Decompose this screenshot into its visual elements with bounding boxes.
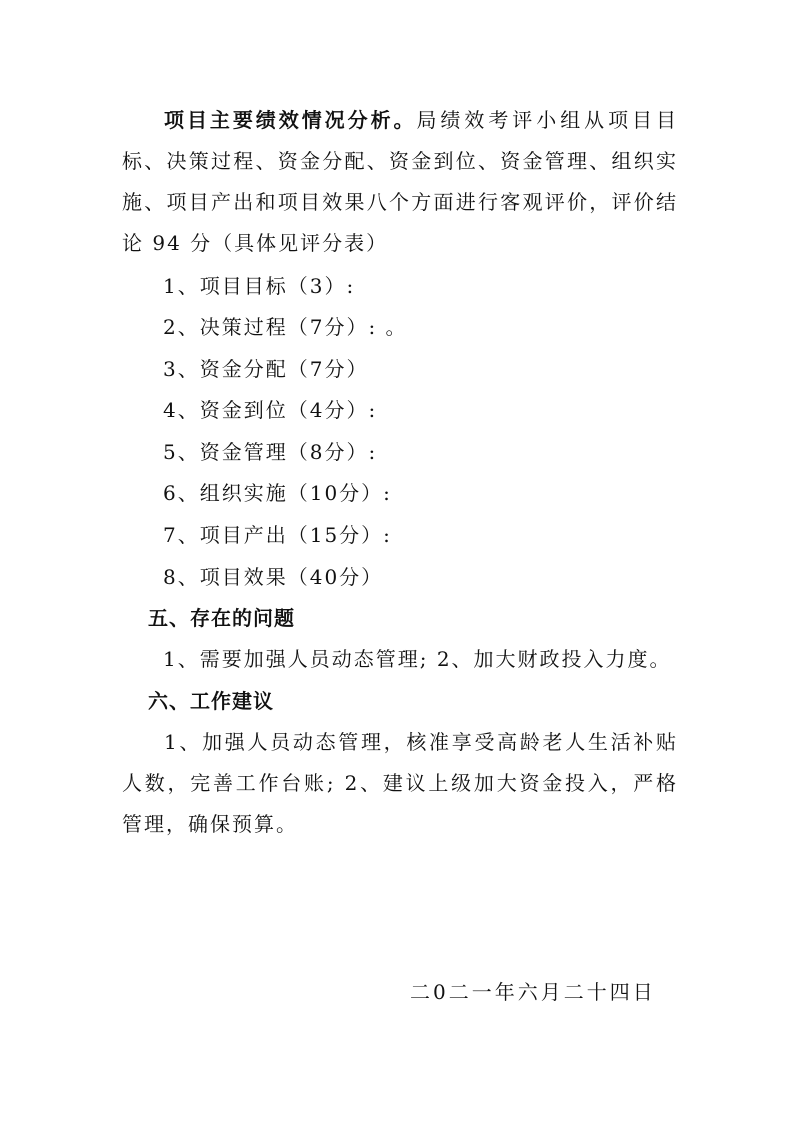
analysis-body: 局绩效考评小组从项目目标、决策过程、资金分配、资金到位、资金管理、组织实施、项目产出和项目效果八个方面进行客观评价，评价结论 94 分（具体见评分表） [122,108,679,255]
score-item-3: 3、资金分配（7分） [163,357,369,381]
section-5-body: 1、需要加强人员动态管理; 2、加大财政投入力度。 [163,647,672,671]
score-item-7: 7、项目产出（15分）: [163,523,392,547]
score-item-8: 8、项目效果（40分） [163,565,384,589]
section-6-body: 1、加强人员动态管理，核准享受高龄老人生活补贴人数，完善工作台账; 2、建议上级加大资金投入，严格管理，确保预算。 [122,730,678,836]
document-date: 二0二一年六月二十四日 [410,980,656,1004]
analysis-lead: 项目主要绩效情况分析。 [164,108,417,132]
section-6-heading: 六、工作建议 [148,689,274,713]
score-item-4: 4、资金到位（4分）: [163,398,378,422]
section-5-heading: 五、存在的问题 [148,606,295,630]
score-item-1: 1、项目目标（3）: [163,274,356,298]
score-item-5: 5、资金管理（8分）: [163,440,378,464]
score-item-6: 6、组织实施（10分）: [163,481,392,505]
analysis-paragraph [122,100,678,264]
score-item-2: 2、决策过程（7分）: 。 [163,315,408,339]
